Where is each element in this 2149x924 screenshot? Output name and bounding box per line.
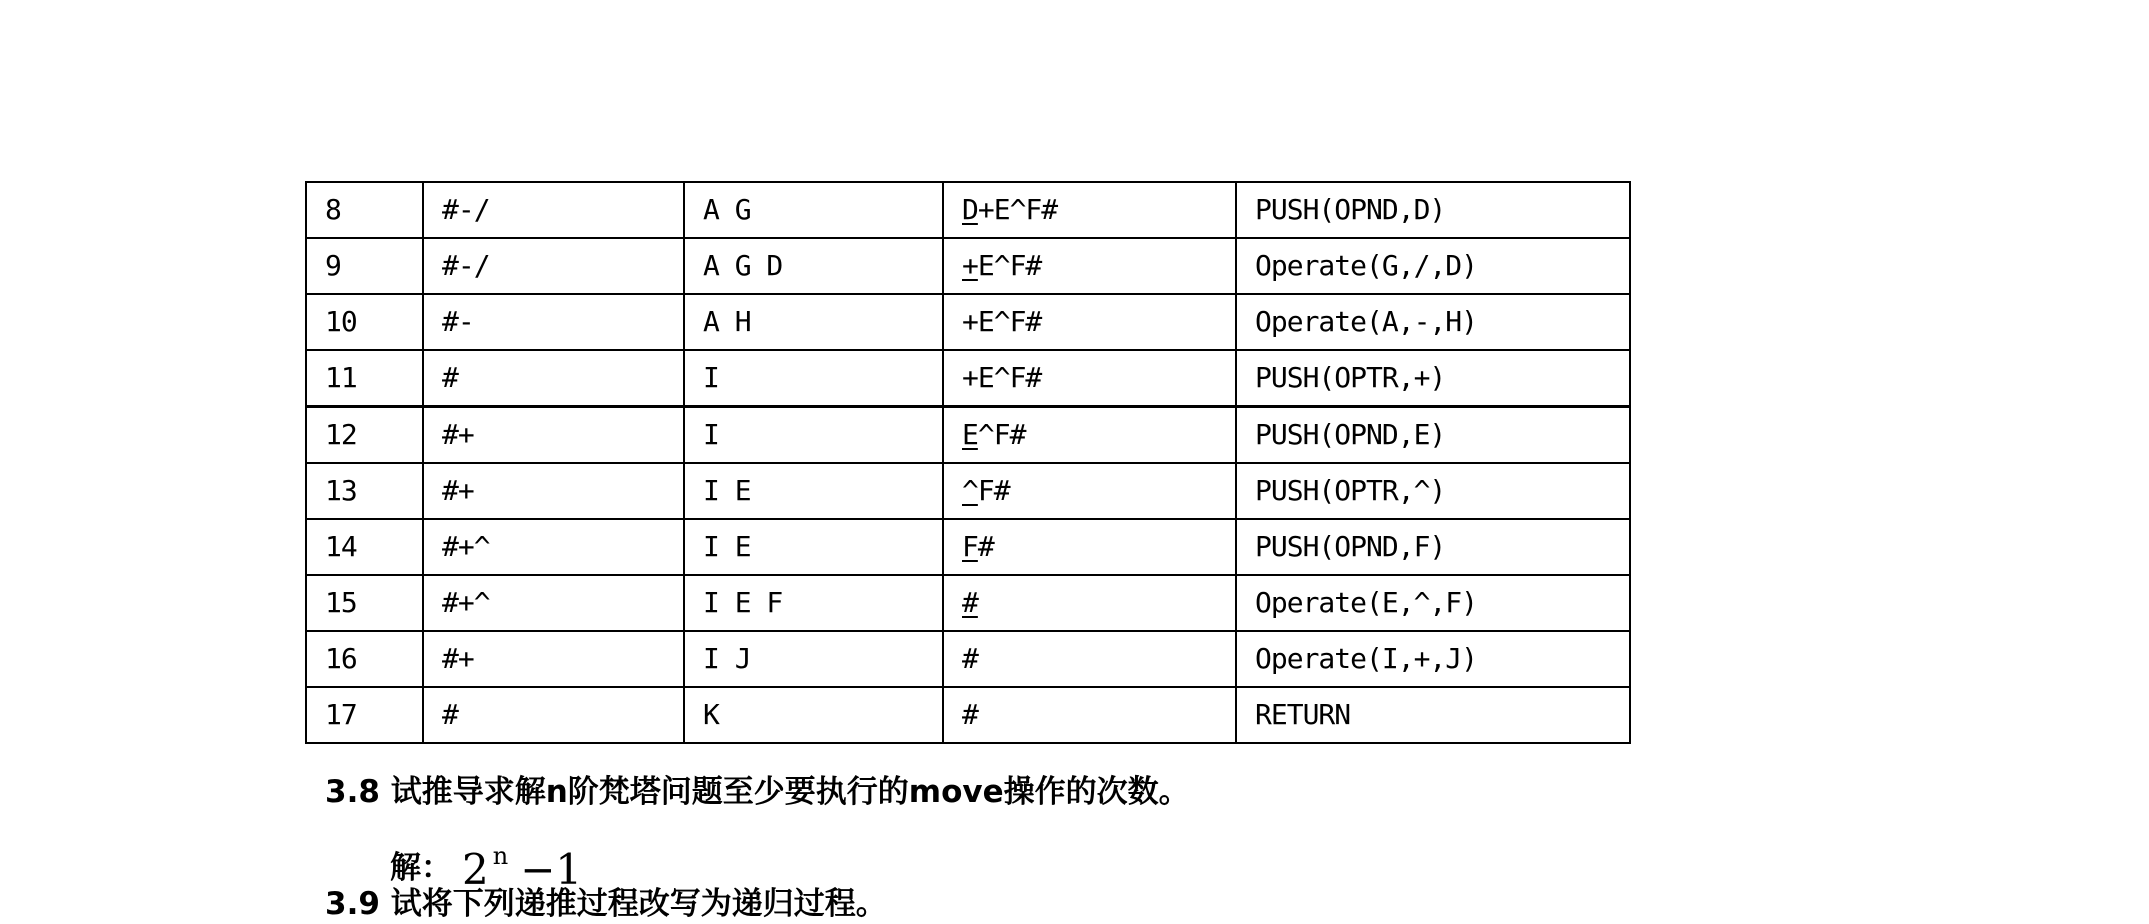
table-row	[306, 519, 1630, 575]
input-remaining-cell	[943, 631, 1236, 687]
input-remaining-cell	[943, 687, 1236, 743]
remaining-chars: #	[962, 642, 978, 675]
current-char: +	[962, 249, 978, 282]
step-cell: 17	[306, 687, 423, 743]
formula-exponent: n	[492, 842, 509, 870]
action-cell: Operate(I,+,J)	[1236, 631, 1630, 687]
action-cell: PUSH(OPND,E)	[1236, 407, 1630, 464]
current-char: F	[962, 530, 978, 563]
table-row	[306, 350, 1630, 407]
table-row	[306, 687, 1630, 743]
input-remaining-cell	[943, 519, 1236, 575]
opnd-stack-cell: K	[684, 687, 943, 743]
optr-stack-cell: #+	[423, 631, 684, 687]
input-remaining-cell	[943, 575, 1236, 631]
current-char: D	[962, 193, 978, 226]
table-row	[306, 238, 1630, 294]
table-row	[306, 631, 1630, 687]
expression-evaluation-table	[305, 181, 1631, 744]
table-body	[306, 182, 1630, 743]
optr-stack-cell: #+	[423, 463, 684, 519]
question-3-8: 3.8 试推导求解n阶梵塔问题至少要执行的move操作的次数。	[325, 774, 1190, 810]
opnd-stack-cell: I	[684, 350, 943, 407]
optr-stack-cell: #+^	[423, 519, 684, 575]
table-row	[306, 407, 1630, 464]
remaining-chars: +E^F#	[977, 193, 1058, 226]
opnd-stack-cell: A H	[684, 294, 943, 350]
action-cell: PUSH(OPTR,+)	[1236, 350, 1630, 407]
optr-stack-cell: #-/	[423, 182, 684, 238]
optr-stack-cell: #-/	[423, 238, 684, 294]
remaining-chars: +E^F#	[962, 305, 1042, 338]
step-cell: 8	[306, 182, 423, 238]
input-remaining-cell	[943, 463, 1236, 519]
optr-stack-cell: #-	[423, 294, 684, 350]
opnd-stack-cell: I E	[684, 463, 943, 519]
formula-base: 2	[462, 845, 489, 894]
remaining-chars: #	[977, 530, 994, 563]
table-row	[306, 182, 1630, 238]
step-cell: 14	[306, 519, 423, 575]
step-cell: 10	[306, 294, 423, 350]
formula-rest: −1	[520, 845, 583, 894]
current-char: E	[962, 418, 978, 451]
optr-stack-cell: #+^	[423, 575, 684, 631]
input-remaining-cell	[943, 294, 1236, 350]
current-char: ^	[962, 474, 978, 507]
action-cell: PUSH(OPTR,^)	[1236, 463, 1630, 519]
input-remaining-cell	[943, 238, 1236, 294]
step-cell: 16	[306, 631, 423, 687]
opnd-stack-cell: I	[684, 407, 943, 464]
opnd-stack-cell: I J	[684, 631, 943, 687]
action-cell: PUSH(OPND,D)	[1236, 182, 1630, 238]
remaining-chars: F#	[977, 474, 1010, 507]
current-char: #	[962, 586, 978, 619]
step-cell: 9	[306, 238, 423, 294]
answer-label: 解：	[390, 850, 452, 886]
input-remaining-cell	[943, 350, 1236, 407]
remaining-chars: #	[962, 698, 978, 731]
step-cell: 15	[306, 575, 423, 631]
remaining-chars: E^F#	[977, 249, 1042, 282]
table-row	[306, 294, 1630, 350]
step-cell: 12	[306, 407, 423, 464]
remaining-chars: +E^F#	[962, 361, 1042, 394]
opnd-stack-cell: A G	[684, 182, 943, 238]
step-cell: 13	[306, 463, 423, 519]
optr-stack-cell: #+	[423, 407, 684, 464]
table-row	[306, 575, 1630, 631]
action-cell: Operate(E,^,F)	[1236, 575, 1630, 631]
opnd-stack-cell: I E F	[684, 575, 943, 631]
input-remaining-cell	[943, 182, 1236, 238]
optr-stack-cell: #	[423, 350, 684, 407]
optr-stack-cell: #	[423, 687, 684, 743]
input-remaining-cell	[943, 407, 1236, 464]
question-3-9: 3.9 试将下列递推过程改写为递归过程。	[325, 886, 887, 922]
step-cell: 11	[306, 350, 423, 407]
remaining-chars: ^F#	[977, 418, 1026, 451]
action-cell: Operate(A,-,H)	[1236, 294, 1630, 350]
table-row	[306, 463, 1630, 519]
opnd-stack-cell: A G D	[684, 238, 943, 294]
action-cell: PUSH(OPND,F)	[1236, 519, 1630, 575]
action-cell: RETURN	[1236, 687, 1630, 743]
action-cell: Operate(G,/,D)	[1236, 238, 1630, 294]
opnd-stack-cell: I E	[684, 519, 943, 575]
